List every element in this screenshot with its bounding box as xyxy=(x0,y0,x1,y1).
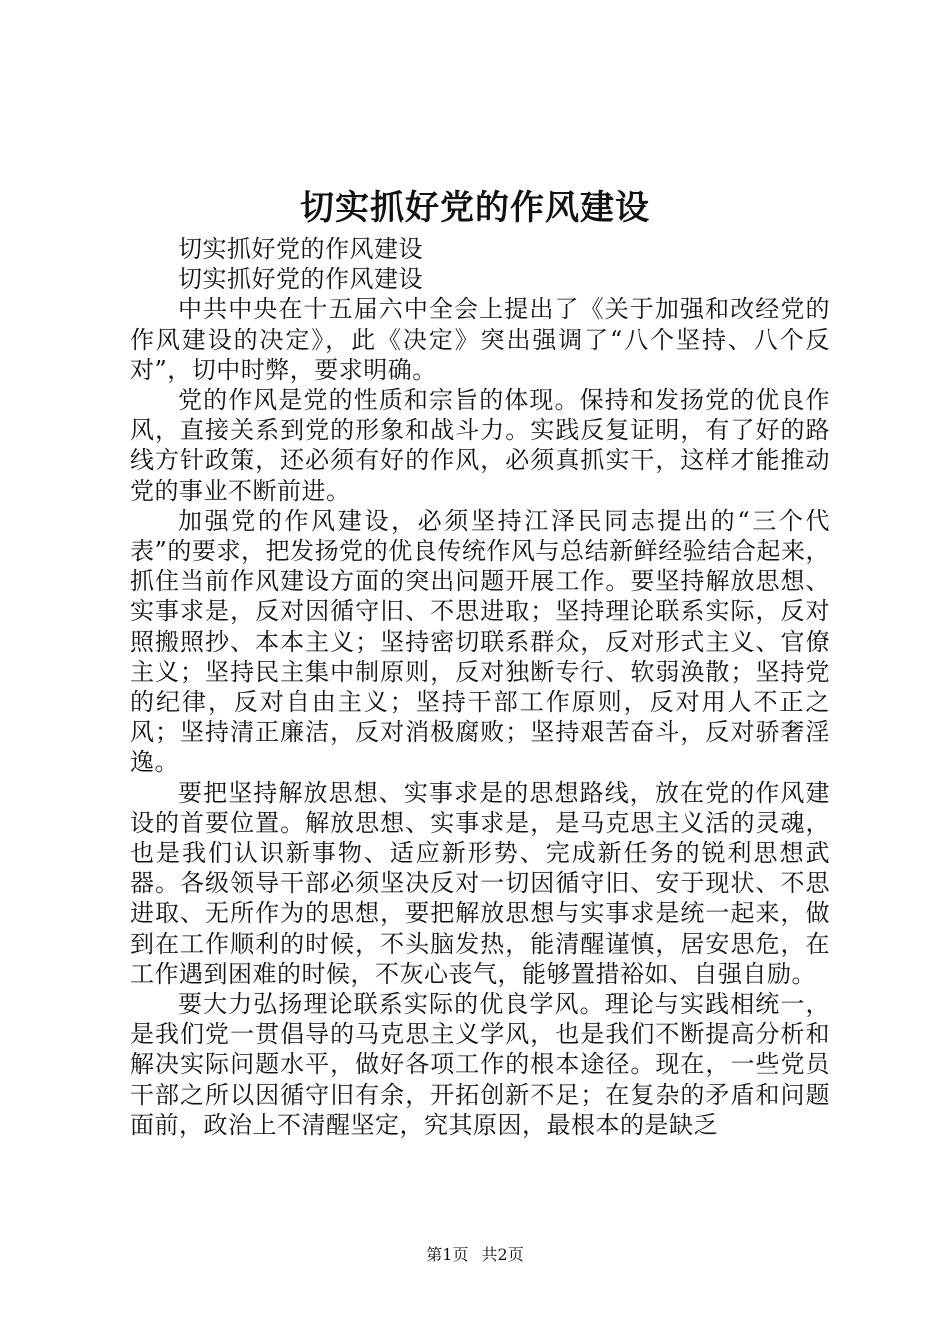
paragraph: 党的作风是党的性质和宗旨的体现。保持和发扬党的优良作风，直接关系到党的形象和战斗力。实践反复证明，有了好的路线方针政策，还必须有好的作风，必须真抓实干，这样才能推动党的事业不断前进。 xyxy=(130,386,830,505)
document-title: 切实抓好党的作风建设 xyxy=(300,188,650,228)
paragraph: 中共中央在十五届六中全会上提出了《关于加强和改经党的作风建设的决定》，此《决定》突出强调了“八个坚持、八个反对”，切中时弊，要求明确。 xyxy=(130,295,830,384)
paragraph: 切实抓好党的作风建设 xyxy=(178,235,423,263)
page-footer xyxy=(0,1244,950,1266)
paragraph: 切实抓好党的作风建设 xyxy=(178,265,423,294)
page-number: 第1页 xyxy=(426,1245,469,1264)
paragraph: 要把坚持解放思想、实事求是的思想路线，放在党的作风建设的首要位置。解放思想、实事求是，是马克思主义活的灵魂，也是我们认识新事物、适应新形势、完成新任务的锐利思想武器。各级领导干部必须坚决反对一切因循守旧、安于现状、不思进取、无所作为的思想，要把解放思想与实事求是统一起来，做到在工作顺利的时候，不头脑发热，能清醒谨慎，居安思危，在工作遇到困难的时候，不灰心丧气，能够置措裕如、自强自励。 xyxy=(130,778,830,988)
paragraph: 要大力弘扬理论联系实际的优良学风。理论与实践相统一，是我们党一贯倡导的马克思主义学风，也是我们不断提高分析和解决实际问题水平，做好各项工作的根本途径。现在，一些党员干部之所以因循守旧有余，开拓创新不足；在复杂的矛盾和问题面前，政治上不清醒坚定，究其原因，最根本的是缺乏 xyxy=(130,990,830,1139)
page-total: 共2页 xyxy=(481,1245,524,1264)
paragraph: 加强党的作风建设，必须坚持江泽民同志提出的“三个代表”的要求，把发扬党的优良传统作风与总结新鲜经验结合起来，抓住当前作风建设方面的突出问题开展工作。要坚持解放思想、实事求是，反对因循守旧、不思进取；坚持理论联系实际，反对照搬照抄、本本主义；坚持密切联系群众，反对形式主义、官僚主义；坚持民主集中制原则，反对独断专行、软弱涣散；坚持党的纪律，反对自由主义；坚持干部工作原则，反对用人不正之风；坚持清正廉洁，反对消极腐败；坚持艰苦奋斗，反对骄奢淫逸。 xyxy=(130,506,830,777)
document-body xyxy=(130,234,830,1140)
